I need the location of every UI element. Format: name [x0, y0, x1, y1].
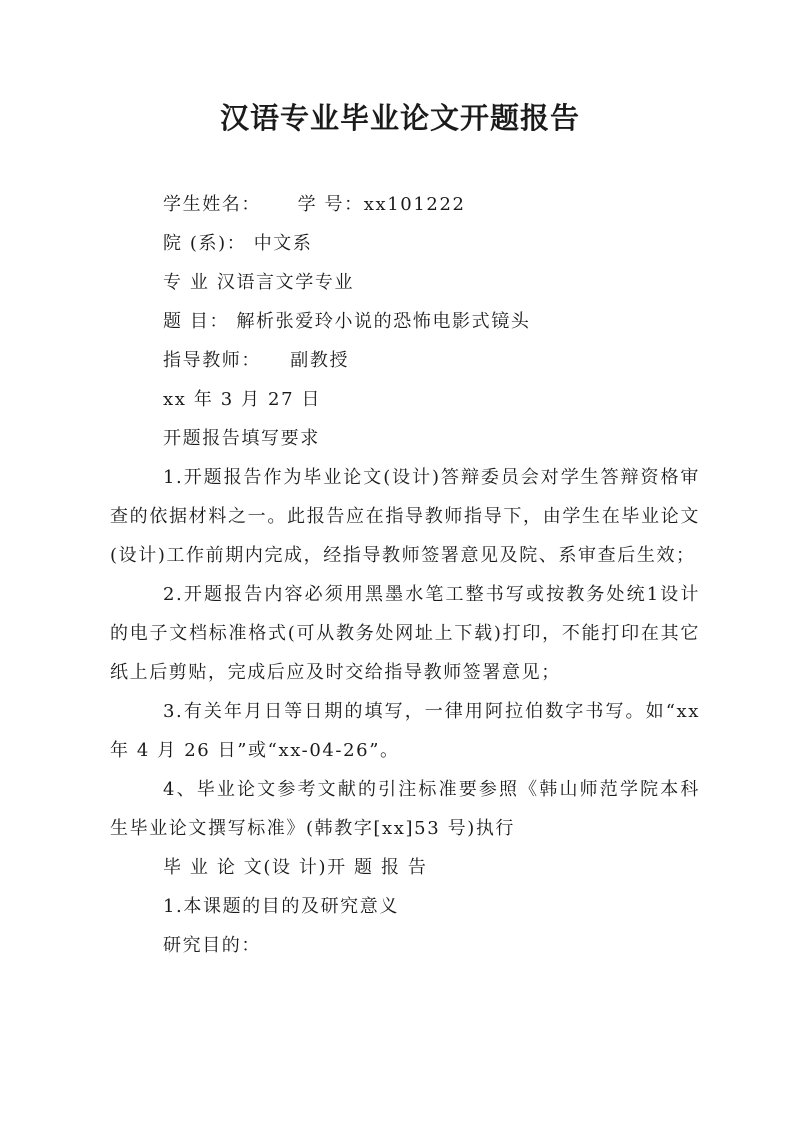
date-line: xx 年 3 月 27 日	[163, 389, 322, 410]
document-body	[110, 185, 700, 965]
major-line: 专 业 汉语言文学专业	[163, 272, 355, 293]
topic-line: 题 目： 解析张爱玲小说的恐怖电影式镜头	[163, 311, 531, 332]
requirement-paragraph: 4、毕业论文参考文献的引注标准要参照《韩山师范学院本科生毕业论文撰写标准》(韩教字[xx]53 号)执行	[110, 779, 700, 839]
department-line: 院 (系)： 中文系	[163, 233, 313, 254]
research-purpose-label: 研究目的：	[163, 935, 261, 956]
student-name-line: 学生姓名： 学 号：xx101222	[163, 194, 466, 215]
requirement-paragraph: 3.有关年月日等日期的填写，一律用阿拉伯数字书写。如“xx 年 4 月 26 日”或“xx-04-26”。	[110, 701, 700, 761]
requirement-paragraph: 1.开题报告作为毕业论文(设计)答辩委员会对学生答辩资格审查的依据材料之一。此报告应在指导教师指导下，由学生在毕业论文(设计)工作前期内完成，经指导教师签署意见及院、系审查后生效；	[110, 467, 700, 566]
document-title: 汉语专业毕业论文开题报告	[219, 101, 580, 135]
advisor-line: 指导教师： 副教授	[163, 350, 350, 371]
requirement-paragraph: 2.开题报告内容必须用黑墨水笔工整书写或按教务处统1设计的电子文档标准格式(可从教务处网址上下载)打印，不能打印在其它纸上后剪贴，完成后应及时交给指导教师签署意见；	[110, 584, 700, 683]
requirements-heading: 开题报告填写要求	[163, 428, 320, 449]
section-heading: 1.本课题的目的及研究意义	[163, 896, 399, 917]
report-heading: 毕 业 论 文(设 计)开 题 报 告	[163, 857, 428, 878]
